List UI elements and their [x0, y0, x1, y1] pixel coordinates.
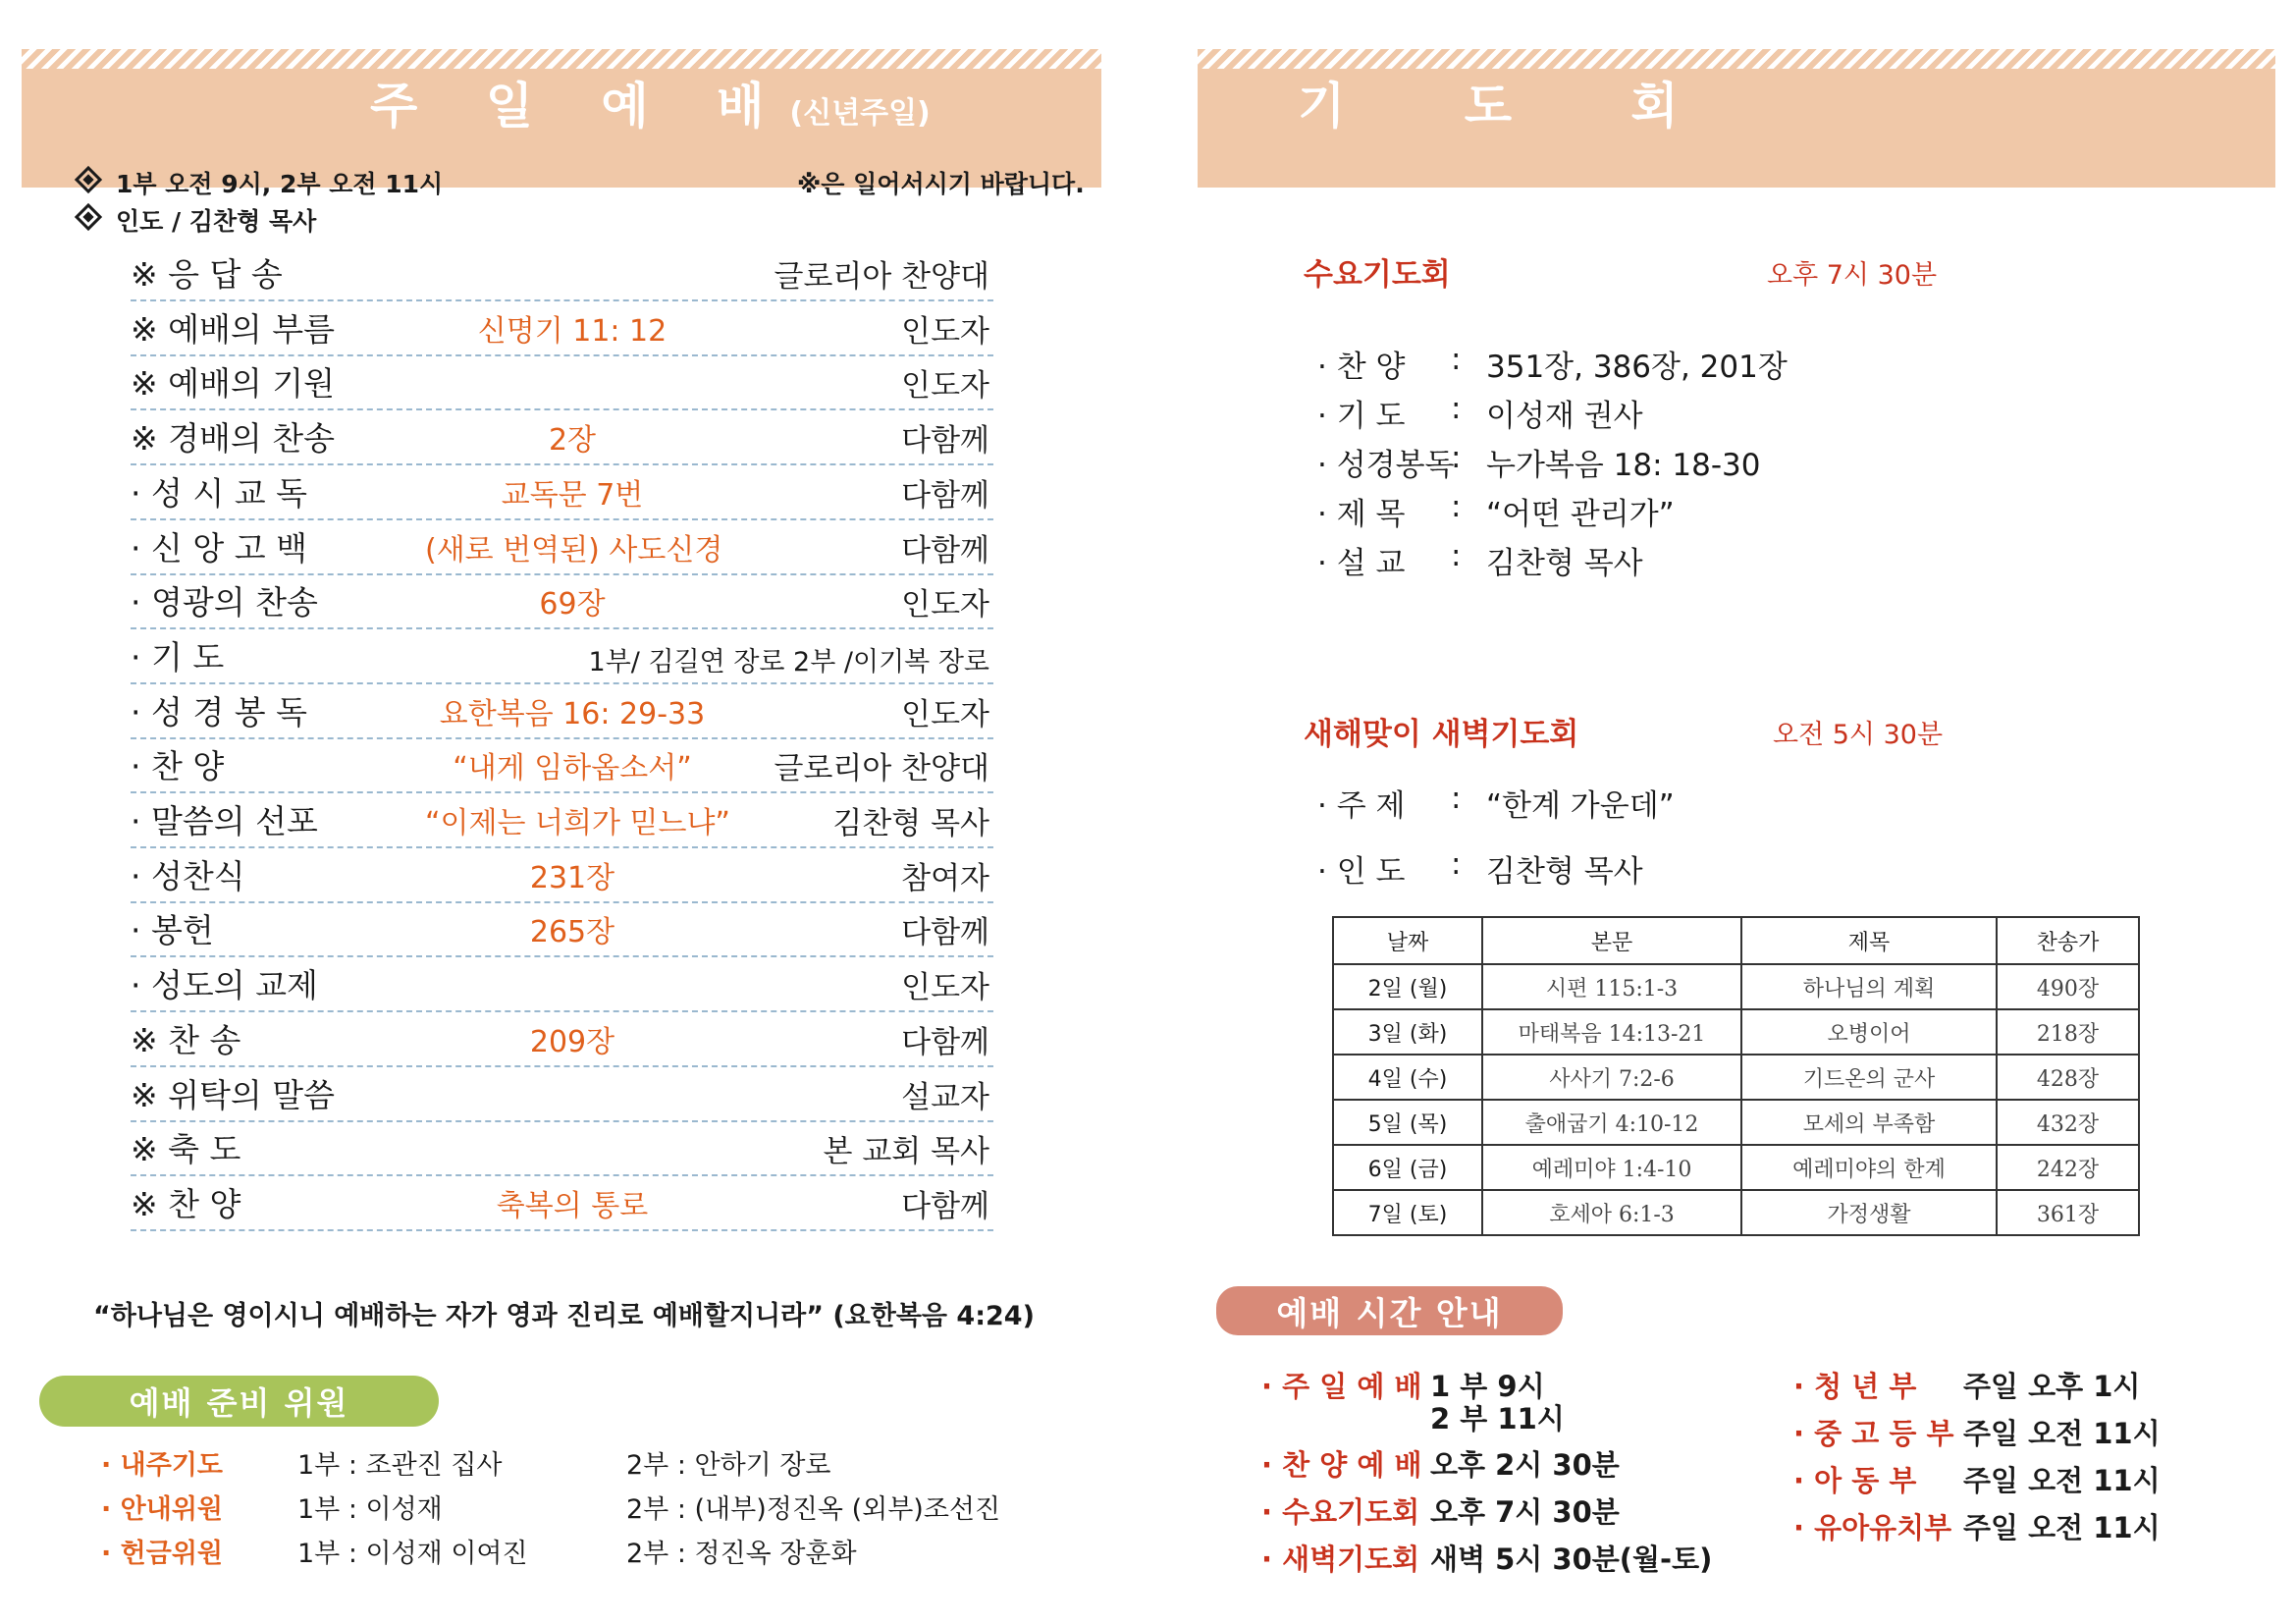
- order-item-leader: 인도자: [901, 970, 989, 1006]
- schedule-row: [1793, 1412, 2258, 1449]
- wednesday-time: 오후 7시 30분: [1767, 260, 1938, 291]
- order-item-leader: 인도자: [901, 313, 989, 350]
- order-row: [131, 1068, 993, 1122]
- passage-cell: 마태복음 14:13-21: [1482, 1009, 1741, 1055]
- order-item-leader: 김찬형 목사: [832, 806, 989, 841]
- title-cell: 모세의 부족함: [1741, 1100, 1997, 1145]
- leader-text: 인도 / 김찬형 목사: [116, 207, 317, 236]
- diamond-icon: [75, 166, 102, 193]
- hymn-cell: 361장: [1997, 1190, 2139, 1235]
- detail-value: 이성재 권사: [1486, 399, 1643, 434]
- order-item-name: · 기 도: [131, 637, 225, 677]
- detail-row: [1317, 489, 1906, 532]
- order-item-name: ※ 축 도: [131, 1130, 241, 1169]
- order-row: [131, 685, 993, 739]
- detail-value: 김찬형 목사: [1486, 854, 1643, 890]
- schedule-time: 주일 오전 11시: [1963, 1464, 2161, 1497]
- staff-role: · 안내위원: [101, 1494, 223, 1525]
- staff-part1: 1부 : 조관진 집사: [297, 1450, 503, 1481]
- col-passage: 본문: [1482, 917, 1741, 964]
- dawn-title: 새해맞이 새벽기도회: [1304, 717, 1579, 752]
- table-row: [1333, 1100, 2139, 1145]
- order-item-detail: 교독문 7번: [501, 477, 644, 513]
- order-item-detail: “내게 임하옵소서”: [453, 751, 692, 786]
- staff-part1: 1부 : 이성재: [297, 1494, 443, 1525]
- order-row: [131, 903, 993, 957]
- order-item-leader: 글로리아 찬양대: [774, 259, 989, 295]
- staff-row: [101, 1532, 1034, 1567]
- order-item-leader: 다함께: [901, 477, 989, 514]
- left-header-title: [370, 67, 931, 137]
- schedule-row: [1793, 1506, 2258, 1543]
- table-row: [1333, 1190, 2139, 1235]
- title-cell: 가정생활: [1741, 1190, 1997, 1235]
- schedule-name: · 유아유치부: [1793, 1511, 1952, 1544]
- order-item-name: ※ 경배의 찬송: [131, 419, 336, 459]
- order-item-name: · 영광의 찬송: [131, 583, 318, 623]
- staff-row: [101, 1488, 1034, 1523]
- order-item-leader: 다함께: [901, 532, 989, 568]
- staff-row: [101, 1443, 1034, 1479]
- order-item-detail: 265장: [529, 915, 615, 950]
- detail-label: · 주 제: [1317, 788, 1406, 824]
- order-item-name: · 봉헌: [131, 911, 214, 950]
- order-item-detail: 신명기 11: 12: [477, 313, 667, 349]
- order-item-leader: 다함께: [901, 1188, 989, 1224]
- staff-part1: 1부 : 이성재 이여진: [297, 1539, 528, 1569]
- staff-role: · 헌금위원: [101, 1539, 223, 1569]
- date-cell: 2일 (월): [1333, 964, 1482, 1009]
- schedule-name: · 수요기도회: [1261, 1495, 1420, 1529]
- schedule-row: [1793, 1365, 2258, 1402]
- order-row: [131, 521, 993, 575]
- detail-colon: :: [1451, 538, 1462, 573]
- date-cell: 6일 (금): [1333, 1145, 1482, 1190]
- order-row: [131, 958, 993, 1012]
- staff-part2: 2부 : (내부)정진옥 (외부)조선진: [626, 1494, 1001, 1525]
- order-item-detail: 2장: [548, 423, 597, 459]
- order-item-name: ※ 위탁의 말씀: [131, 1075, 336, 1114]
- title-cell: 하나님의 계획: [1741, 964, 1997, 1009]
- order-item-leader: 1부/ 김길연 장로 2부 /이기복 장로: [588, 646, 989, 677]
- worship-subtitle: (신년주일): [789, 96, 931, 131]
- title-cell: 오병이어: [1741, 1009, 1997, 1055]
- order-item-leader: 다함께: [901, 423, 989, 460]
- header-stripe: [22, 49, 1101, 69]
- order-item-name: · 성찬식: [131, 856, 245, 895]
- order-item-name: ※ 예배의 부름: [131, 309, 336, 349]
- detail-value: 김찬형 목사: [1486, 546, 1643, 581]
- order-row: [131, 630, 993, 684]
- schedule-name: · 찬 양 예 배: [1261, 1448, 1422, 1482]
- order-row: [131, 1013, 993, 1067]
- order-item-name: · 성 시 교 독: [131, 473, 307, 513]
- dawn-time: 오전 5시 30분: [1773, 720, 1944, 750]
- schedule-name: · 청 년 부: [1793, 1370, 1917, 1403]
- schedule-name: · 중 고 등 부: [1793, 1417, 1954, 1450]
- order-item-detail: 209장: [529, 1024, 615, 1059]
- staff-part2: 2부 : 안하기 장로: [626, 1450, 831, 1481]
- schedule-row: [1261, 1397, 1725, 1435]
- header-stripe: [1198, 49, 2275, 69]
- schedule-time: 새벽 5시 30분(월-토): [1430, 1543, 1713, 1576]
- schedule-name: · 주 일 예 배: [1261, 1370, 1422, 1403]
- schedule-name: · 새벽기도회: [1261, 1543, 1420, 1576]
- schedule-time: 오후 7시 30분: [1430, 1495, 1620, 1529]
- detail-label: · 설 교: [1317, 546, 1406, 581]
- detail-label: · 인 도: [1317, 854, 1406, 890]
- schedule-time: 1 부 9시: [1430, 1370, 1545, 1403]
- service-times-text: 1부 오전 9시, 2부 오전 11시: [116, 170, 444, 198]
- detail-label: · 기 도: [1317, 399, 1406, 434]
- order-item-leader: 인도자: [901, 696, 989, 732]
- prayer-title: 기 도 회: [1298, 78, 1730, 135]
- order-item-leader: 본 교회 목사: [823, 1134, 989, 1170]
- schedule-time: 주일 오전 11시: [1963, 1511, 2161, 1544]
- hymn-cell: 432장: [1997, 1100, 2139, 1145]
- date-cell: 4일 (수): [1333, 1055, 1482, 1100]
- order-item-leader: 다함께: [901, 915, 989, 951]
- passage-cell: 시편 115:1-3: [1482, 964, 1741, 1009]
- scripture-quote: “하나님은 영이시니 예배하는 자가 영과 진리로 예배할지니라” (요한복음 4:24): [93, 1301, 1035, 1331]
- detail-value: 누가복음 18: 18-30: [1486, 448, 1761, 483]
- schedule-time: 주일 오후 1시: [1963, 1370, 2141, 1403]
- order-row: [131, 794, 993, 848]
- detail-row: [1317, 342, 1906, 385]
- service-times: [79, 165, 443, 200]
- order-item-detail: 축복의 통로: [496, 1188, 649, 1223]
- table-row: [1333, 1009, 2139, 1055]
- staff-role: · 내주기도: [101, 1450, 223, 1481]
- order-item-name: · 성도의 교제: [131, 966, 318, 1005]
- order-row: [131, 1177, 993, 1231]
- order-item-name: · 말씀의 선포: [131, 802, 318, 840]
- stand-note: ※은 일어서시기 바랍니다.: [797, 170, 1085, 198]
- schedule-title-pill: 예배 시간 안내: [1216, 1286, 1563, 1335]
- passage-cell: 예레미야 1:4-10: [1482, 1145, 1741, 1190]
- order-row: [131, 466, 993, 520]
- order-item-detail: 요한복음 16: 29-33: [439, 696, 706, 731]
- schedule-time: 2 부 11시: [1430, 1402, 1565, 1435]
- schedule-row: [1261, 1443, 1725, 1481]
- detail-row: [1317, 538, 1906, 581]
- detail-row: [1317, 846, 1906, 890]
- leader-line: [79, 202, 316, 238]
- order-item-detail: (새로 번역된) 사도신경: [425, 532, 723, 568]
- schedule-time: 오후 2시 30분: [1430, 1448, 1620, 1482]
- detail-value: 351장, 386장, 201장: [1486, 350, 1788, 385]
- order-item-leader: 글로리아 찬양대: [774, 751, 989, 787]
- order-row: [131, 411, 993, 465]
- detail-value: “한계 가운데”: [1486, 788, 1675, 824]
- hymn-cell: 242장: [1997, 1145, 2139, 1190]
- detail-row: [1317, 440, 1906, 483]
- schedule-row: [1793, 1459, 2258, 1496]
- schedule-row: [1261, 1538, 1725, 1575]
- order-row: [131, 247, 993, 301]
- date-cell: 7일 (토): [1333, 1190, 1482, 1235]
- order-row: [131, 302, 993, 356]
- detail-row: [1317, 781, 1906, 824]
- table-row: [1333, 1145, 2139, 1190]
- order-item-leader: 인도자: [901, 587, 989, 623]
- title-cell: 기드온의 군사: [1741, 1055, 1997, 1100]
- order-item-leader: 설교자: [901, 1079, 989, 1115]
- passage-cell: 호세아 6:1-3: [1482, 1190, 1741, 1235]
- order-row: [131, 1122, 993, 1176]
- hymn-cell: 218장: [1997, 1009, 2139, 1055]
- detail-colon: :: [1451, 781, 1462, 816]
- detail-colon: :: [1451, 391, 1462, 426]
- title-cell: 예레미야의 한계: [1741, 1145, 1997, 1190]
- passage-cell: 출애굽기 4:10-12: [1482, 1100, 1741, 1145]
- detail-label: · 찬 양: [1317, 350, 1406, 385]
- order-item-name: ※ 찬 양: [131, 1184, 241, 1223]
- staff-part2: 2부 : 정진옥 장훈화: [626, 1539, 857, 1569]
- order-item-leader: 참여자: [901, 860, 989, 896]
- detail-label: · 성경봉독: [1317, 448, 1455, 483]
- order-item-name: · 성 경 봉 독: [131, 692, 307, 731]
- order-item-detail: 231장: [529, 860, 615, 895]
- schedule-time: 주일 오전 11시: [1963, 1417, 2161, 1450]
- date-cell: 5일 (목): [1333, 1100, 1482, 1145]
- col-date: 날짜: [1333, 917, 1482, 964]
- detail-colon: :: [1451, 440, 1462, 475]
- staff-title-pill: 예배 준비 위원: [39, 1376, 439, 1427]
- order-item-name: ※ 응 답 송: [131, 255, 283, 294]
- wednesday-title: 수요기도회: [1304, 257, 1451, 293]
- col-hymn: 찬송가: [1997, 917, 2139, 964]
- hymn-cell: 428장: [1997, 1055, 2139, 1100]
- worship-title: 주 일 예 배: [370, 78, 790, 135]
- detail-colon: :: [1451, 846, 1462, 882]
- order-item-leader: 다함께: [901, 1024, 989, 1060]
- order-item-detail: 69장: [539, 587, 606, 623]
- order-item-name: · 찬 양: [131, 747, 225, 786]
- order-item-name: · 신 앙 고 백: [131, 528, 307, 568]
- detail-label: · 제 목: [1317, 497, 1406, 532]
- table-header-row: [1333, 917, 2139, 964]
- schedule-row: [1261, 1490, 1725, 1528]
- date-cell: 3일 (화): [1333, 1009, 1482, 1055]
- order-item-name: ※ 예배의 기원: [131, 364, 336, 404]
- diamond-icon: [75, 203, 102, 231]
- detail-colon: :: [1451, 342, 1462, 377]
- hymn-cell: 490장: [1997, 964, 2139, 1009]
- order-row: [131, 739, 993, 793]
- table-row: [1333, 1055, 2139, 1100]
- order-item-detail: “이제는 너희가 믿느냐”: [425, 806, 730, 840]
- order-item-leader: 인도자: [901, 368, 989, 405]
- order-row: [131, 849, 993, 903]
- table-row: [1333, 964, 2139, 1009]
- detail-colon: :: [1451, 489, 1462, 524]
- detail-row: [1317, 391, 1906, 434]
- schedule-name: · 아 동 부: [1793, 1464, 1917, 1497]
- col-title: 제목: [1741, 917, 1997, 964]
- passage-cell: 사사기 7:2-6: [1482, 1055, 1741, 1100]
- order-item-name: ※ 찬 송: [131, 1020, 241, 1059]
- order-row: [131, 575, 993, 629]
- order-row: [131, 356, 993, 410]
- dawn-schedule-table: [1332, 916, 2140, 1236]
- detail-value: “어떤 관리가”: [1486, 497, 1675, 532]
